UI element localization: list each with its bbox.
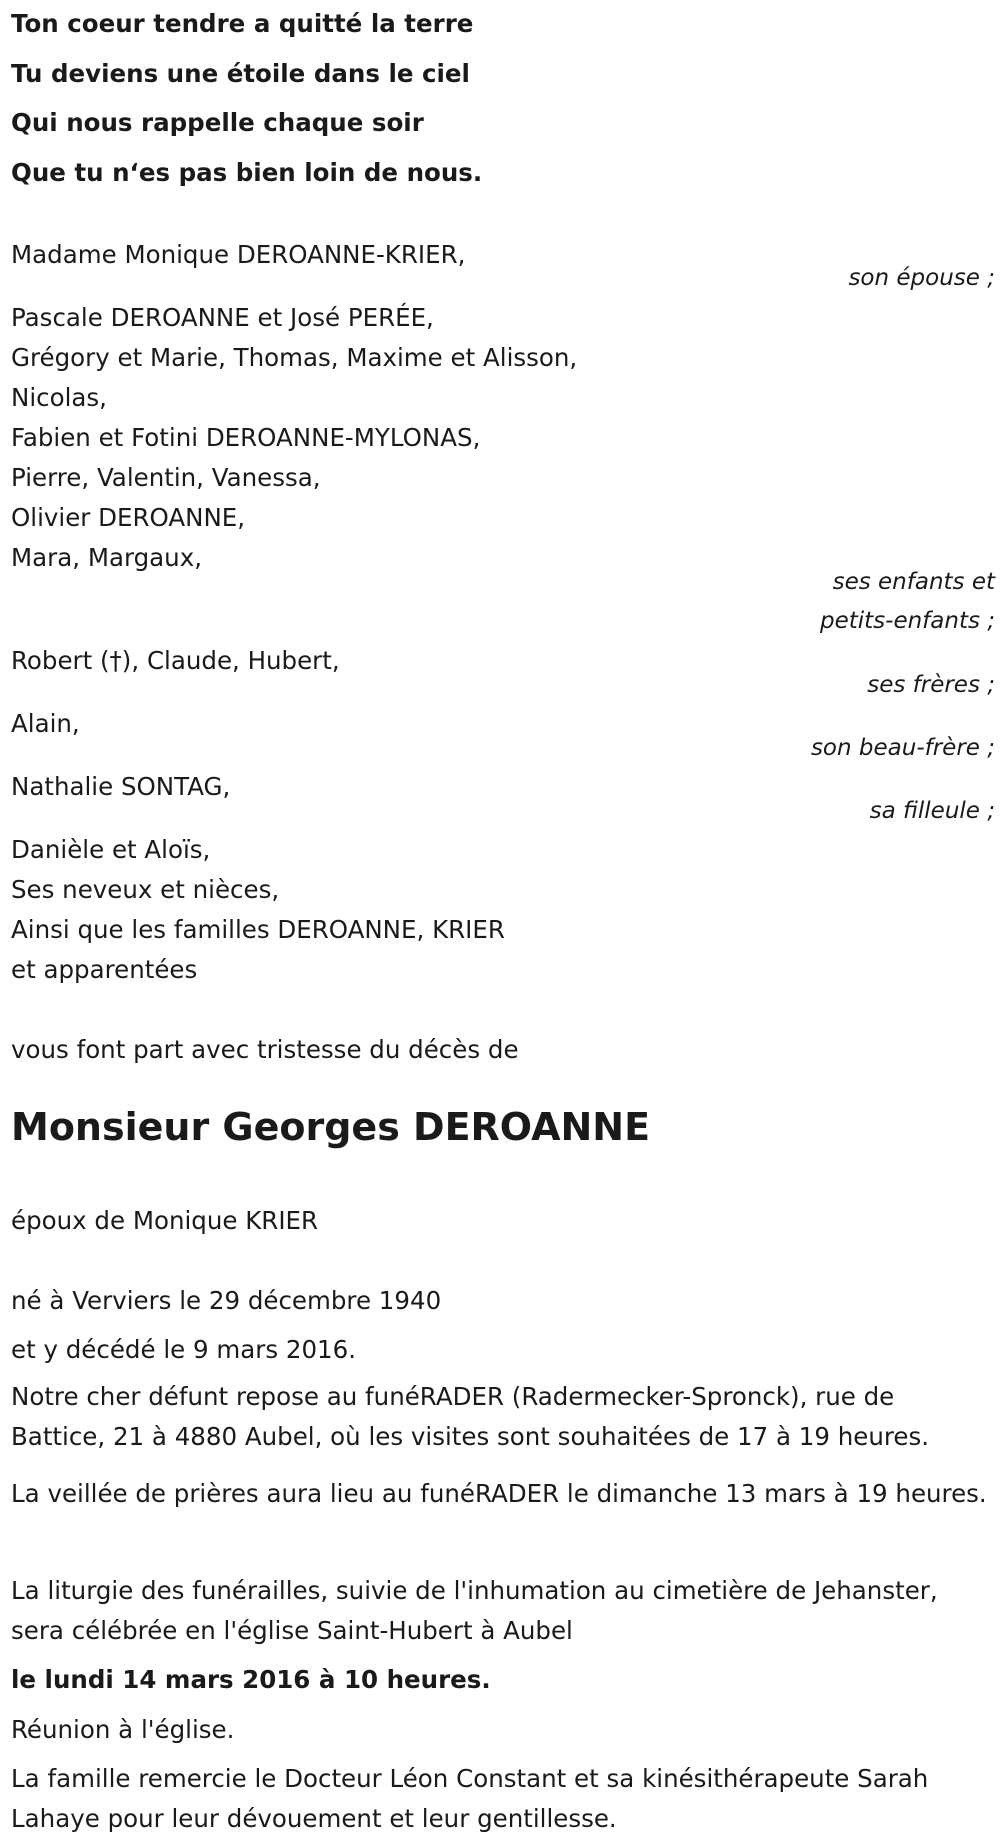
rest-paragraph: Notre cher défunt repose au funéRADER (Radermecker-Spronck), rue de Battice, 21 à 4880 Aubel, où les visites sont souhaitées de 17 à 19 heures. bbox=[11, 1382, 930, 1451]
children-line: Pierre, Valentin, Vanessa, bbox=[11, 463, 321, 492]
poem-line-4: Que tu n‘es pas bien loin de nous. bbox=[11, 158, 483, 187]
spouse-role: son épouse ; bbox=[848, 265, 995, 291]
goddaughter-name: Nathalie SONTAG, bbox=[11, 772, 231, 801]
announcement: vous font part avec tristesse du décès de bbox=[11, 1035, 519, 1064]
brother-in-law-role: son beau-frère ; bbox=[810, 735, 995, 761]
brothers-role: ses frères ; bbox=[867, 672, 995, 698]
brother-in-law-name: Alain, bbox=[11, 709, 80, 738]
children-line: Mara, Margaux, bbox=[11, 543, 202, 572]
vigil-paragraph: La veillée de prières aura lieu au funéRADER le dimanche 13 mars à 19 heures. bbox=[11, 1479, 987, 1508]
goddaughter-role: sa filleule ; bbox=[869, 798, 995, 824]
children-line: Fabien et Fotini DEROANNE-MYLONAS, bbox=[11, 423, 481, 452]
ceremony-date: le lundi 14 mars 2016 à 10 heures. bbox=[11, 1665, 491, 1694]
children-line: Grégory et Marie, Thomas, Maxime et Alisson, bbox=[11, 343, 578, 372]
children-role-line-2: petits-enfants ; bbox=[819, 608, 995, 634]
deceased-name: Monsieur Georges DEROANNE bbox=[11, 1105, 651, 1149]
others-line: Danièle et Aloïs, bbox=[11, 835, 211, 864]
spouse-name: Madame Monique DEROANNE-KRIER, bbox=[11, 240, 466, 269]
brothers-names: Robert (†), Claude, Hubert, bbox=[11, 646, 340, 675]
children-line: Nicolas, bbox=[11, 383, 107, 412]
liturgy-paragraph: La liturgie des funérailles, suivie de l'inhumation au cimetière de Jehanster, sera célébrée en l'église Saint-Hubert à Aubel bbox=[11, 1576, 938, 1645]
children-role-line-1: ses enfants et bbox=[832, 569, 995, 595]
thanks-paragraph: La famille remercie le Docteur Léon Constant et sa kinésithérapeute Sarah Lahaye pour leur dévouement et leur gentillesse. bbox=[11, 1764, 929, 1833]
death-info: et y décédé le 9 mars 2016. bbox=[11, 1335, 357, 1364]
poem-line-2: Tu deviens une étoile dans le ciel bbox=[11, 59, 470, 88]
birth-info: né à Verviers le 29 décembre 1940 bbox=[11, 1286, 442, 1315]
spouse-of: époux de Monique KRIER bbox=[11, 1206, 319, 1235]
children-line: Pascale DEROANNE et José PERÉE, bbox=[11, 303, 434, 332]
others-line: Ainsi que les familles DEROANNE, KRIER bbox=[11, 915, 505, 944]
others-line: et apparentées bbox=[11, 955, 198, 984]
poem-line-1: Ton coeur tendre a quitté la terre bbox=[11, 9, 474, 38]
poem-line-3: Qui nous rappelle chaque soir bbox=[11, 108, 424, 137]
others-line: Ses neveux et nièces, bbox=[11, 875, 280, 904]
meeting-info: Réunion à l'église. bbox=[11, 1715, 235, 1744]
children-line: Olivier DEROANNE, bbox=[11, 503, 246, 532]
